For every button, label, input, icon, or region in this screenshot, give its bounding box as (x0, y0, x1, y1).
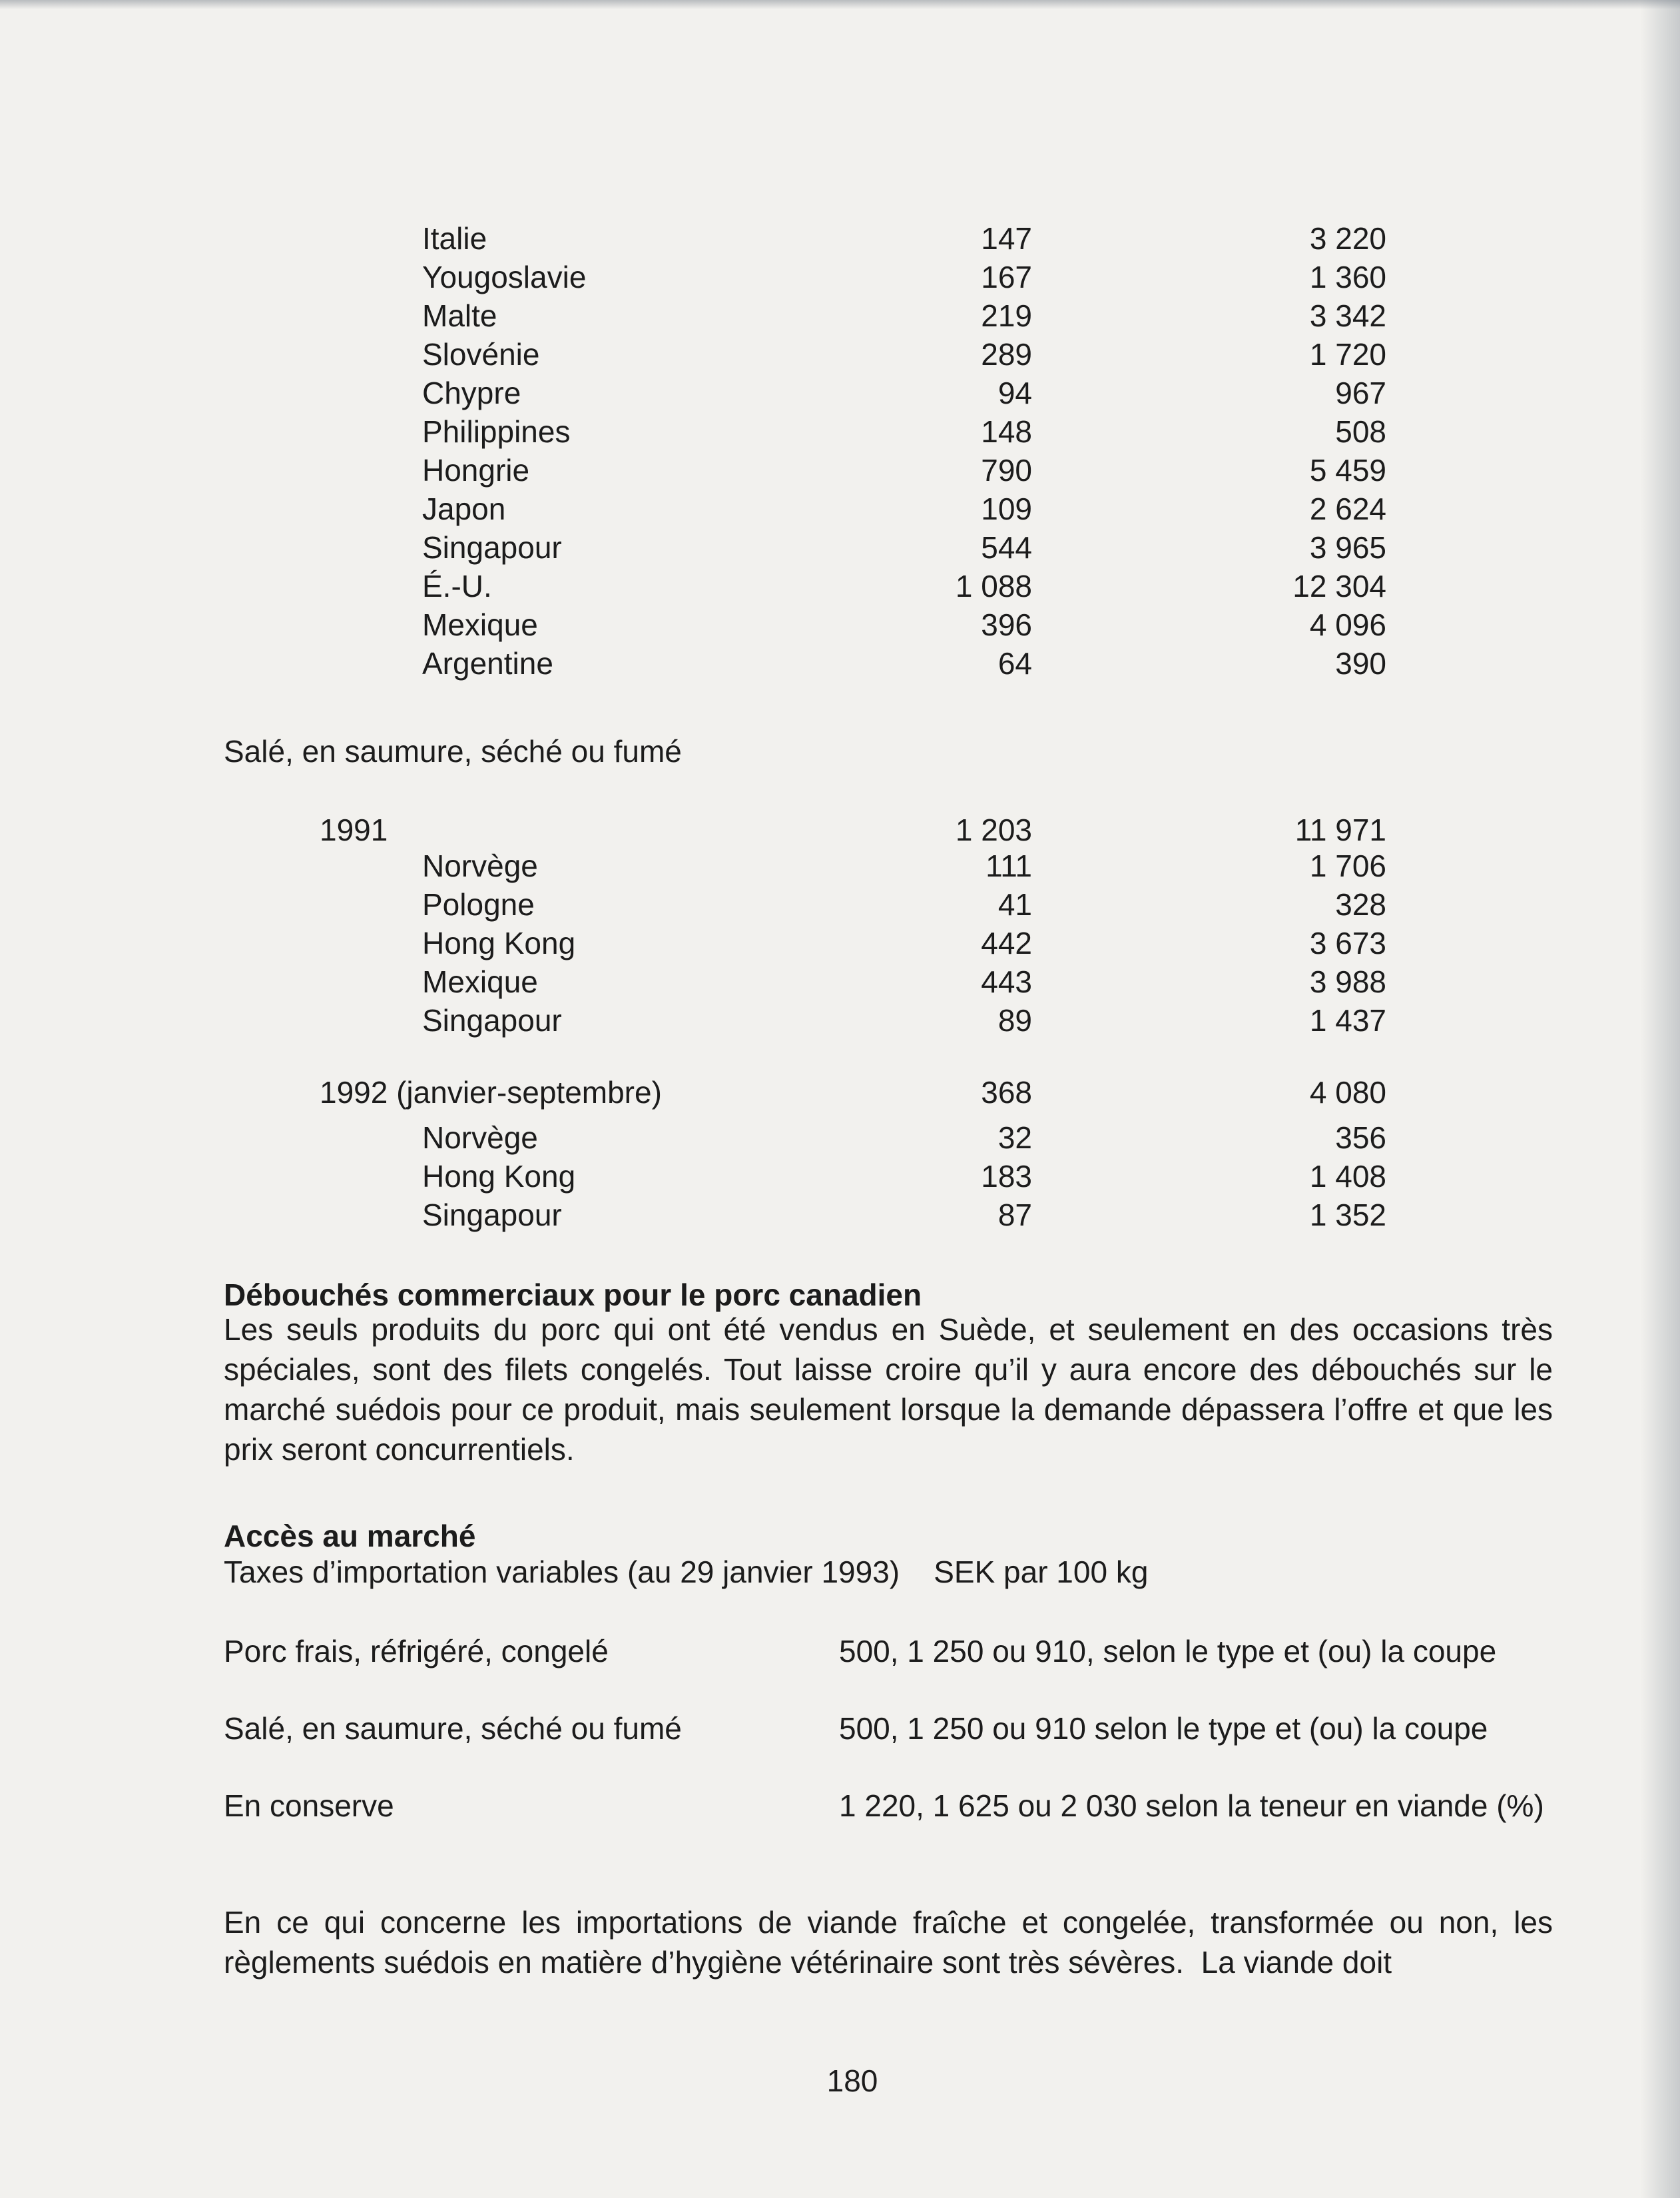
table-row-value: 3 342 (1309, 298, 1386, 333)
table-row-volume: 544 (981, 530, 1032, 565)
section-heading-debouches: Débouchés commerciaux pour le porc canadien (224, 1278, 922, 1312)
tax-row-label: Salé, en saumure, séché ou fumé (224, 1711, 682, 1746)
table-row-value: 3 988 (1309, 964, 1386, 999)
closing-paragraph: En ce qui concerne les importations de viande fraîche et congelée, transformée ou non, les règlements suédois en matière d’hygiène vétérinaire sont très sévères. La viande doit (224, 1905, 1561, 1980)
table-row-country: Argentine (422, 646, 553, 681)
table-row-volume: 790 (981, 453, 1032, 488)
table-row-volume: 89 (997, 1003, 1032, 1038)
table-row-country: Hongrie (422, 453, 530, 488)
page-top-edge (0, 0, 1680, 9)
table-row-country: Japon (422, 492, 506, 526)
table-row-volume: 443 (981, 964, 1032, 999)
year-total-value-1991: 11 971 (1294, 813, 1386, 847)
table-row-volume: 289 (981, 337, 1032, 372)
table-row-volume: 41 (997, 887, 1032, 922)
debouches-paragraph: Les seuls produits du porc qui ont été vendus en Suède, et seulement en des occasions très spéciales, sont des filets congelés. Tout laisse croire qu’il y aura encore des débouchés sur le marché suédois pour ce produit, mais seulement lorsque la demande dépassera l’offre et que les prix seront concurrentiels. (224, 1312, 1553, 1467)
table-row-country: Slovénie (422, 337, 540, 372)
tax-row-label: En conserve (224, 1788, 394, 1823)
tax-row-description: 1 220, 1 625 ou 2 030 selon la teneur en viande (%) (839, 1788, 1544, 1823)
table-row-value: 12 304 (1292, 569, 1386, 603)
section-heading-acces: Accès au marché (224, 1519, 476, 1553)
tax-row-description: 500, 1 250 ou 910 selon le type et (ou) la coupe (839, 1711, 1488, 1746)
table-row-volume: 442 (981, 926, 1032, 960)
table-row-value: 356 (1335, 1120, 1386, 1155)
table-row-country: Hong Kong (422, 926, 576, 960)
table-row-volume: 148 (981, 414, 1032, 449)
table-row-volume: 167 (981, 260, 1032, 294)
table-row-country: Pologne (422, 887, 535, 922)
table-row-volume: 396 (981, 607, 1032, 642)
table-row-volume: 147 (981, 221, 1032, 256)
table-row-country: Yougoslavie (422, 260, 587, 294)
table-row-value: 1 408 (1309, 1159, 1386, 1194)
table-row-country: Singapour (422, 1003, 562, 1038)
year-label-1992: 1992 (janvier-septembre) (320, 1075, 662, 1110)
table-row-volume: 1 088 (955, 569, 1032, 603)
table-row-value: 1 720 (1309, 337, 1386, 372)
table-row-volume: 87 (997, 1198, 1032, 1232)
table-row-country: Norvège (422, 1120, 538, 1155)
year-total-volume-1992: 368 (981, 1075, 1032, 1110)
table-row-country: Chypre (422, 376, 521, 410)
tax-row-label: Porc frais, réfrigéré, congelé (224, 1634, 609, 1668)
table-row-value: 1 706 (1309, 849, 1386, 883)
table-row-country: Malte (422, 298, 497, 333)
year-label-1991: 1991 (320, 813, 388, 847)
table-row-country: Mexique (422, 964, 538, 999)
table-row-value: 390 (1335, 646, 1386, 681)
table-row-volume: 32 (997, 1120, 1032, 1155)
tax-row-description: 500, 1 250 ou 910, selon le type et (ou) la coupe (839, 1634, 1497, 1668)
table-row-value: 508 (1335, 414, 1386, 449)
table-row-volume: 183 (981, 1159, 1032, 1194)
table-row-country: Singapour (422, 1198, 562, 1232)
table-row-country: Hong Kong (422, 1159, 576, 1194)
page-right-shadow (1640, 0, 1680, 2198)
table-row-value: 3 673 (1309, 926, 1386, 960)
table-row-country: Singapour (422, 530, 562, 565)
table-row-value: 967 (1335, 376, 1386, 410)
table-row-country: Norvège (422, 849, 538, 883)
table-row-country: Philippines (422, 414, 571, 449)
table-row-volume: 109 (981, 492, 1032, 526)
table-row-value: 1 352 (1309, 1198, 1386, 1232)
section-heading-sale: Salé, en saumure, séché ou fumé (224, 734, 682, 769)
page-number: 180 (826, 2063, 878, 2098)
table-row-value: 3 220 (1309, 221, 1386, 256)
year-total-value-1992: 4 080 (1309, 1075, 1386, 1110)
table-row-value: 1 437 (1309, 1003, 1386, 1038)
tax-table-subheading: Taxes d’importation variables (au 29 janvier 1993) SEK par 100 kg (224, 1555, 1149, 1589)
table-row-value: 5 459 (1309, 453, 1386, 488)
table-row-volume: 111 (985, 849, 1032, 883)
table-row-country: Mexique (422, 607, 538, 642)
table-row-volume: 64 (997, 646, 1032, 681)
table-row-country: Italie (422, 221, 487, 256)
table-row-country: É.-U. (422, 569, 492, 603)
table-row-volume: 219 (981, 298, 1032, 333)
year-total-volume-1991: 1 203 (955, 813, 1032, 847)
table-row-value: 3 965 (1309, 530, 1386, 565)
table-row-volume: 94 (997, 376, 1032, 410)
table-row-value: 4 096 (1309, 607, 1386, 642)
table-row-value: 1 360 (1309, 260, 1386, 294)
table-row-value: 328 (1335, 887, 1386, 922)
table-row-value: 2 624 (1309, 492, 1386, 526)
